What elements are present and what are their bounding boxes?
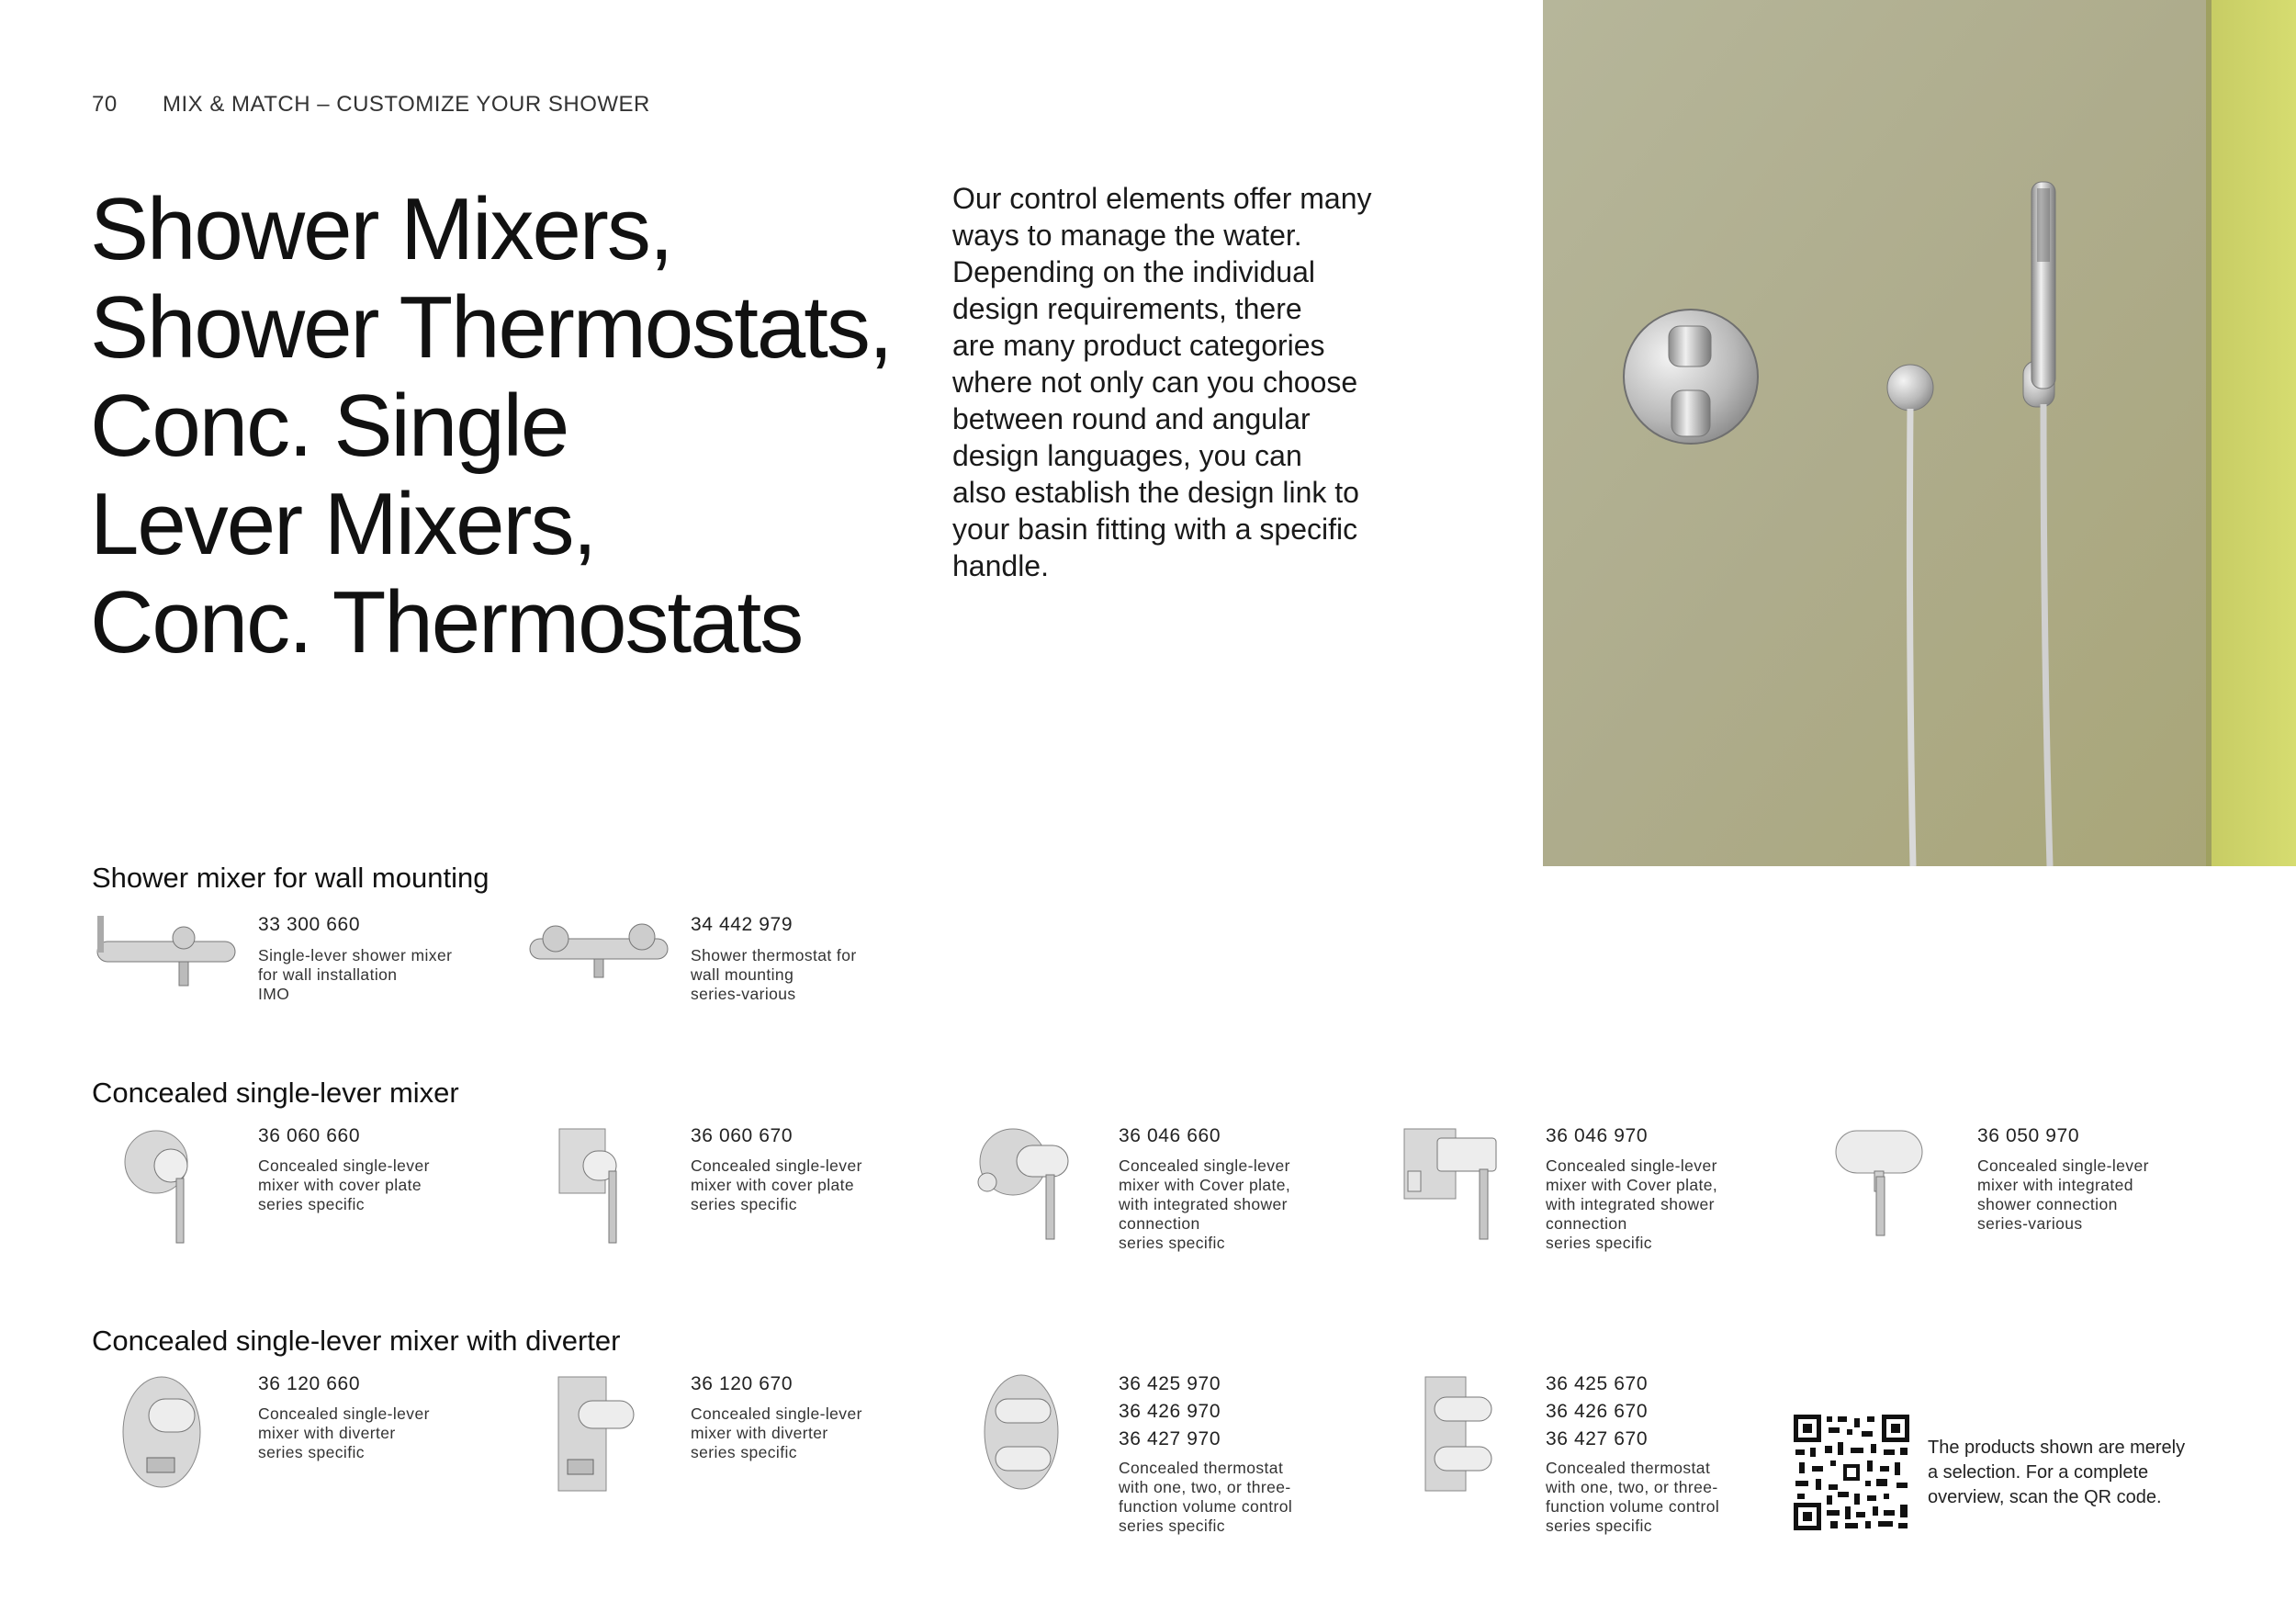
intro-line: are many product categories [952, 329, 1325, 362]
description-line: connection [1119, 1214, 1200, 1233]
square-thermostat-icon [1422, 1373, 1504, 1494]
product-code: 36 120 660 [258, 1373, 361, 1394]
qr-note [1928, 1436, 2231, 1510]
description-line: mixer with Cover plate, [1546, 1176, 1718, 1194]
description-line: Concealed thermostat [1119, 1459, 1284, 1477]
intro-line: your basin fitting with a specific [952, 513, 1358, 546]
product-code: 33 300 660 [258, 914, 361, 935]
description-line: Single-lever shower mixer [258, 946, 453, 964]
wall-shower-mixer-icon [92, 912, 239, 990]
description-line: Concealed single-lever [691, 1404, 862, 1423]
product-description [1546, 1156, 1717, 1253]
intro-line: where not only can you choose [952, 366, 1358, 399]
square-concealed-mixer-icon [556, 1125, 638, 1245]
title-line: Conc. Single [90, 377, 568, 475]
description-line: series specific [691, 1443, 797, 1461]
intro-line: also establish the design link to [952, 476, 1359, 509]
description-line: Concealed single-lever [1977, 1156, 2149, 1175]
round-mixer-shower-connection-icon [976, 1125, 1077, 1243]
page-number: 70 [92, 92, 118, 117]
description-line: IMO [258, 985, 290, 1003]
intro-line: Depending on the individual [952, 255, 1315, 288]
description-line: connection [1546, 1214, 1627, 1233]
description-line: function volume control [1546, 1497, 1720, 1516]
product-description [691, 1404, 862, 1462]
product-code: 36 060 660 [258, 1125, 361, 1146]
description-line: mixer with cover plate [691, 1176, 855, 1194]
product-code-list [1119, 1370, 1221, 1453]
description-line: series specific [1546, 1517, 1652, 1535]
intro-line: ways to manage the water. [952, 219, 1302, 252]
description-line: shower connection [1977, 1195, 2118, 1213]
page-title [90, 180, 892, 671]
description-line: mixer with integrated [1977, 1176, 2133, 1194]
product-code: 36 425 670 [1546, 1373, 1649, 1394]
intro-paragraph [952, 180, 1448, 584]
shower-photo [1543, 0, 2296, 866]
intro-line: design requirements, there [952, 292, 1302, 325]
description-line: with one, two, or three- [1546, 1478, 1718, 1496]
description-line: Concealed single-lever [691, 1156, 862, 1175]
qr-code-icon[interactable] [1794, 1415, 1909, 1530]
description-line: Shower thermostat for [691, 946, 857, 964]
product-description [691, 1156, 862, 1214]
description-line: Concealed single-lever [258, 1156, 430, 1175]
description-line: series specific [691, 1195, 797, 1213]
description-line: mixer with cover plate [258, 1176, 422, 1194]
description-line: mixer with Cover plate, [1119, 1176, 1291, 1194]
product-description [1119, 1459, 1292, 1536]
product-code: 36 046 660 [1119, 1125, 1221, 1146]
qr-note-line: a selection. For a complete [1928, 1462, 2149, 1483]
product-code: 36 427 670 [1546, 1428, 1649, 1449]
description-line: series-various [1977, 1214, 2083, 1233]
round-thermostat-icon [981, 1371, 1068, 1493]
product-code: 34 442 979 [691, 914, 793, 935]
shower-thermostat-icon [526, 915, 673, 981]
round-concealed-mixer-icon [119, 1125, 211, 1245]
description-line: wall mounting [691, 965, 794, 984]
product-code-list [1546, 1370, 1648, 1453]
description-line: series specific [258, 1195, 365, 1213]
qr-note-line: The products shown are merely [1928, 1438, 2186, 1458]
running-title: MIX & MATCH – CUSTOMIZE YOUR SHOWER [163, 92, 650, 117]
section-title: Concealed single-lever mixer [92, 1077, 459, 1109]
qr-note-line: overview, scan the QR code. [1928, 1487, 2162, 1507]
title-line: Conc. Thermostats [90, 573, 803, 671]
product-code: 36 427 970 [1119, 1428, 1221, 1449]
product-description [1977, 1156, 2149, 1234]
intro-line: Our control elements offer many [952, 182, 1372, 215]
intro-line: handle. [952, 549, 1049, 582]
product-code: 36 050 970 [1977, 1125, 2080, 1146]
description-line: series specific [1119, 1234, 1225, 1252]
description-line: with one, two, or three- [1119, 1478, 1291, 1496]
square-diverter-mixer-icon [555, 1373, 647, 1494]
product-code: 36 425 970 [1119, 1373, 1221, 1394]
description-line: series specific [258, 1443, 365, 1461]
intro-line: between round and angular [952, 402, 1311, 435]
title-line: Shower Thermostats, [90, 278, 892, 377]
round-diverter-mixer-icon [119, 1373, 207, 1493]
description-line: function volume control [1119, 1497, 1293, 1516]
product-code: 36 046 970 [1546, 1125, 1649, 1146]
product-code: 36 120 670 [691, 1373, 793, 1394]
product-code: 36 060 670 [691, 1125, 793, 1146]
product-description [1546, 1459, 1719, 1536]
section-title: Shower mixer for wall mounting [92, 862, 490, 894]
intro-line: design languages, you can [952, 439, 1302, 472]
description-line: Concealed single-lever [258, 1404, 430, 1423]
description-line: Concealed single-lever [1546, 1156, 1717, 1175]
section-title: Concealed single-lever mixer with diverter [92, 1325, 621, 1357]
product-code: 36 426 970 [1119, 1401, 1221, 1422]
title-line: Shower Mixers, [90, 180, 672, 278]
product-description [258, 1156, 430, 1214]
description-line: Concealed thermostat [1546, 1459, 1711, 1477]
description-line: with integrated shower [1546, 1195, 1715, 1213]
product-description [1119, 1156, 1290, 1253]
description-line: Concealed single-lever [1119, 1156, 1290, 1175]
product-description [258, 946, 452, 1004]
description-line: series specific [1546, 1234, 1652, 1252]
description-line: with integrated shower [1119, 1195, 1288, 1213]
product-description [258, 1404, 430, 1462]
description-line: mixer with diverter [691, 1424, 828, 1442]
title-line: Lever Mixers, [90, 475, 596, 573]
description-line: series specific [1119, 1517, 1225, 1535]
description-line: for wall installation [258, 965, 398, 984]
description-line: mixer with diverter [258, 1424, 396, 1442]
description-line: series-various [691, 985, 796, 1003]
product-description [691, 946, 857, 1004]
square-mixer-shower-connection-icon [1401, 1125, 1506, 1243]
product-code: 36 426 670 [1546, 1401, 1649, 1422]
cylinder-mixer-icon [1832, 1125, 1929, 1240]
